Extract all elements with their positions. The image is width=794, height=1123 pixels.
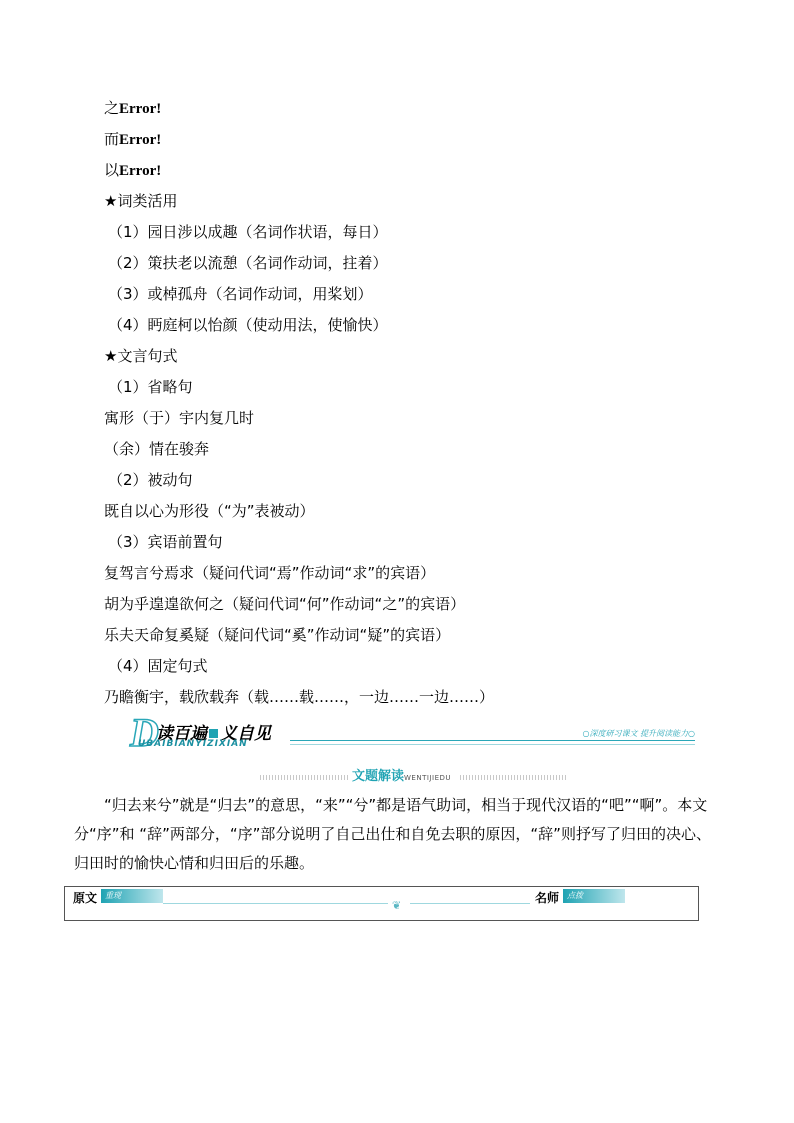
section-heading xyxy=(260,766,566,782)
heading-word-class: ★词类活用 xyxy=(104,192,178,210)
box-right-label: 名师 xyxy=(535,891,560,905)
list-item: 寓形（于）宇内复几时 xyxy=(104,409,255,427)
list-item: （2）被动句 xyxy=(108,471,193,489)
error-line-2: 而Error! xyxy=(104,130,162,148)
banner-divider-thin xyxy=(290,744,695,745)
box-divider-left xyxy=(163,903,388,904)
banner-slogan: ○深度研习课文 提升阅读能力○ xyxy=(582,729,695,738)
intro-paragraph: “归去来兮”就是“归去”的意思，“来”“兮”都是语气助词，相当于现代汉语的“吧”“啊”。本文分“序”和 “辞”两部分，“序”部分说明了自己出仕和自免去职的原因，“辞”则抒写了归田的决心、归田时的愉快心情和归田后的乐趣。 xyxy=(74,796,711,872)
list-item: 复驾言兮焉求（疑问代词“焉”作动词“求”的宾语） xyxy=(104,564,436,582)
error-line-3: 以Error! xyxy=(104,161,162,179)
hatch-decoration-left xyxy=(260,775,350,780)
ornament-icon: ❦ xyxy=(392,899,402,912)
list-item: （余）情在骏奔 xyxy=(104,440,210,458)
box-right-tag: 点拨 xyxy=(563,889,625,903)
list-item: 乃瞻衡宇，载欣载奔（载……载……，一边……一边……） xyxy=(104,688,495,706)
original-text-box xyxy=(64,886,699,921)
section-banner xyxy=(130,710,695,755)
list-item: 胡为乎遑遑欲何之（疑问代词“何”作动词“之”的宾语） xyxy=(104,595,466,613)
box-left-tag: 重现 xyxy=(101,889,163,903)
list-item: （1）园日涉以成趣（名词作状语，每日） xyxy=(108,223,388,241)
list-item: （4）固定句式 xyxy=(108,657,208,675)
list-item: （3）宾语前置句 xyxy=(108,533,223,551)
section-pinyin: WENTIJIEDU xyxy=(404,774,452,782)
error-line-1: 之Error! xyxy=(104,99,162,117)
error-text: Error! xyxy=(119,163,162,179)
error-text: Error! xyxy=(119,132,162,148)
banner-logo-letter: D xyxy=(130,710,159,755)
list-item: （3）或棹孤舟（名词作动词，用桨划） xyxy=(108,285,373,303)
list-item: 既自以心为形役（“为”表被动） xyxy=(104,502,315,520)
list-item: 乐夫天命复奚疑（疑问代词“奚”作动词“疑”的宾语） xyxy=(104,626,451,644)
list-item: （1）省略句 xyxy=(108,378,193,396)
banner-divider xyxy=(290,740,695,741)
list-item: （4）眄庭柯以怡颜（使动用法，使愉快） xyxy=(108,316,388,334)
square-icon xyxy=(209,729,218,738)
error-text: Error! xyxy=(119,101,162,117)
list-item: （2）策扶老以流憩（名词作动词，拄着） xyxy=(108,254,388,272)
hatch-decoration-right xyxy=(460,775,566,780)
banner-title: 读百遍 义自见 xyxy=(156,724,271,744)
box-divider-mid xyxy=(410,903,530,904)
box-left-label: 原文 xyxy=(73,891,98,905)
banner-subtitle: UBAIBIANYIZIXIAN xyxy=(138,739,248,749)
heading-sentence-pattern: ★文言句式 xyxy=(104,347,178,365)
section-title: 文题解读WENTIJIEDU xyxy=(352,769,452,784)
